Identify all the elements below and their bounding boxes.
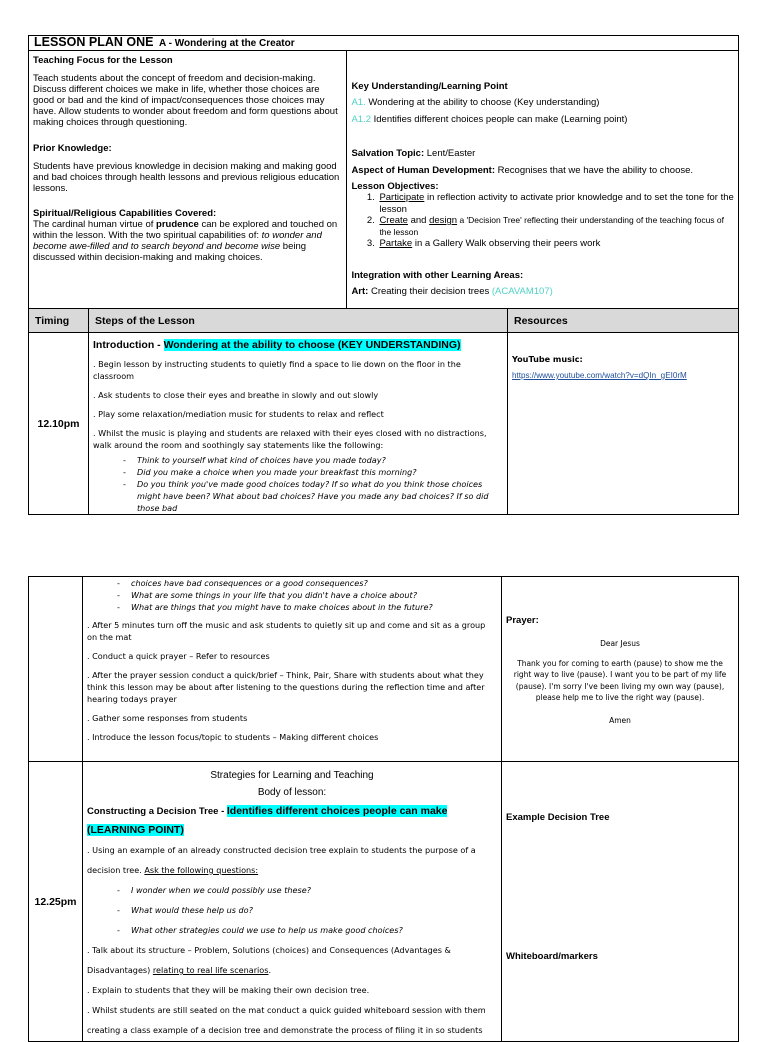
integration-art: Art: Creating their decision trees (ACAVAM107) <box>351 286 553 297</box>
aspect-human-development: Aspect of Human Development: Recognises that we have the ability to choose. <box>351 165 694 176</box>
key-understanding-item: A1. Wondering at the ability to choose (Key understanding) <box>351 96 600 108</box>
empty-time-cell <box>29 577 83 762</box>
objectives-heading: Lesson Objectives: <box>351 180 439 192</box>
body-time: 12.25pm <box>29 762 83 1042</box>
lesson-title: LESSON PLAN ONE <box>34 35 154 49</box>
lesson-steps-table-continued <box>28 576 739 1042</box>
lesson-subtitle: A - Wondering at the Creator <box>159 38 295 49</box>
question-item: - choices have bad consequences or a good consequences? <box>117 577 497 589</box>
body-of-lesson-row <box>29 762 739 1042</box>
prayer-cell <box>502 577 739 762</box>
intro-step: . Whilst the music is playing and students are relaxed with their eyes closed with no distractions, walk around the room and soothingly say statements like the following: <box>93 428 487 450</box>
body-resources-cell <box>502 762 739 1042</box>
introduction-continued-row <box>29 577 739 762</box>
resource-decision-tree: Example Decision Tree <box>506 812 610 823</box>
continued-question-list <box>87 577 497 613</box>
objectives-list <box>351 192 734 250</box>
learning-point-item: A1.2 Identifies different choices people can make (Learning point) <box>351 114 628 125</box>
question-item: - I wonder when we could possibly use these? <box>117 880 497 900</box>
key-understanding-heading: Key Understanding/Learning Point <box>351 81 508 92</box>
continued-step: . After the prayer session conduct a quick/brief – Think, Pair, Share with students about what they think this lesson may be about after listening to the questions during the reflection time and after hearing todays prayer <box>87 670 485 704</box>
prayer-closing: Amen <box>609 715 631 725</box>
question-item: - What are things that you might have to make choices about in the future? <box>117 601 497 613</box>
objective-item: 1. Participate in reflection activity to activate prior knowledge and to set the tone for the lesson <box>377 192 734 215</box>
continued-step: . After 5 minutes turn off the music and ask students to quietly sit up and come and sit as a group on the mat <box>87 620 486 642</box>
youtube-label: YouTube music: <box>512 354 583 364</box>
prior-knowledge-text: Students have previous knowledge in decision making and making good and bad choices through health lessons and previous religious education lessons. <box>33 161 340 194</box>
steps-header: Steps of the Lesson <box>89 309 508 333</box>
lesson-steps-table <box>28 308 739 515</box>
capabilities-heading: Spiritual/Religious Capabilities Covered: <box>33 208 217 219</box>
timing-header: Timing <box>29 309 89 333</box>
continued-step: . Conduct a quick prayer – Refer to resources <box>87 651 270 661</box>
prayer-text: Thank you for coming to earth (pause) to show me the right way to live (pause). I want you to be part of my life (pause). I'm sorry I've been living my own way (pause), please help me to live the right way (pause). <box>513 658 727 702</box>
teaching-focus-text: Teach students about the concept of freedom and decision-making. Discuss different choices we make in life, whether those choices are good or bad and the kind of impact/consequences those choices may have. Allow students to wonder about freedom and form questions about making choices through questioning. <box>33 73 338 128</box>
objective-item: 2. Create and design a 'Decision Tree' reflecting their understanding of the teaching focus of the lesson <box>377 215 734 238</box>
objective-item: 3. Partake in a Gallery Walk observing their peers work <box>377 238 734 250</box>
prayer-salutation: Dear Jesus <box>600 639 640 648</box>
teaching-focus-heading: Teaching Focus for the Lesson <box>33 55 173 66</box>
intro-heading: Introduction - Wondering at the ability to choose (KEY UNDERSTANDING) <box>93 339 461 351</box>
intro-step: . Ask students to close their eyes and breathe in slowly and out slowly <box>93 390 379 400</box>
youtube-link[interactable]: https://www.youtube.com/watch?v=dQIn_gEI0rM <box>512 371 687 380</box>
question-item: - Did you make a choice when you made your breakfast this morning? <box>123 466 503 478</box>
intro-time: 12.10pm <box>29 333 89 515</box>
salvation-topic: Salvation Topic: Lent/Easter <box>351 147 476 159</box>
resources-header: Resources <box>508 309 739 333</box>
body-step: . Talk about its structure – Problem, Solutions (choices) and Consequences (Advantages & Disadvantages) relating to real life scenarios. <box>87 945 451 975</box>
intro-step: . Begin lesson by instructing students to quietly find a space to lie down on the floor in the classroom <box>93 359 461 381</box>
prior-knowledge-heading: Prior Knowledge: <box>33 143 112 154</box>
strategies-heading: Strategies for Learning and Teaching <box>210 770 374 781</box>
question-item: - What would these help us do? <box>117 900 497 920</box>
integration-heading: Integration with other Learning Areas: <box>351 269 524 281</box>
continued-step: . Introduce the lesson focus/topic to students – Making different choices <box>87 732 379 742</box>
lesson-right-column <box>347 51 739 312</box>
body-step: . Using an example of an already constructed decision tree explain to students the purpose of a decision tree. Ask the following questions: <box>87 845 476 875</box>
decision-tree-heading: Constructing a Decision Tree - Identifies different choices people can make (LEARNING POINT) <box>87 805 448 836</box>
question-item: - What other strategies could we use to help us make good choices? <box>117 920 497 940</box>
introduction-row <box>29 333 739 515</box>
question-item: - What are some things in your life that you didn't have a choice about? <box>117 589 497 601</box>
lesson-overview-table <box>28 35 739 312</box>
resource-whiteboard: Whiteboard/markers <box>506 951 598 962</box>
intro-continued-cell <box>83 577 502 762</box>
table-header-row <box>29 309 739 333</box>
intro-step: . Play some relaxation/mediation music for students to relax and reflect <box>93 409 384 419</box>
body-step: . Whilst students are still seated on the mat conduct a quick guided whiteboard session with them creating a class example of a decision tree and demonstrate the process of filing it in so students <box>87 1005 486 1035</box>
capabilities-text: The cardinal human virtue of prudence can be explored and touched on within the lesson. With the two spiritual capabilities of: to wonder and become awe-filled and to search beyond and become wise being discussed within decision-making and making choices. <box>33 219 338 263</box>
body-step: . Explain to students that they will be making their own decision tree. <box>87 985 370 995</box>
intro-resources-cell <box>508 333 739 515</box>
body-question-list <box>87 880 497 940</box>
lesson-left-column <box>29 51 347 312</box>
body-heading: Body of lesson: <box>257 787 327 798</box>
continued-step: . Gather some responses from students <box>87 713 248 723</box>
lesson-title-bar <box>29 36 739 51</box>
intro-steps-cell <box>89 333 508 515</box>
prayer-label: Prayer: <box>506 615 539 626</box>
question-item: - Do you think you've made good choices today? If so what do you think those choices might have been? What about bad choices? Have you made any bad choices? If so did those bad <box>123 478 503 514</box>
intro-question-list <box>93 454 503 514</box>
body-steps-cell <box>83 762 502 1042</box>
question-item: - Think to yourself what kind of choices have you made today? <box>123 454 503 466</box>
